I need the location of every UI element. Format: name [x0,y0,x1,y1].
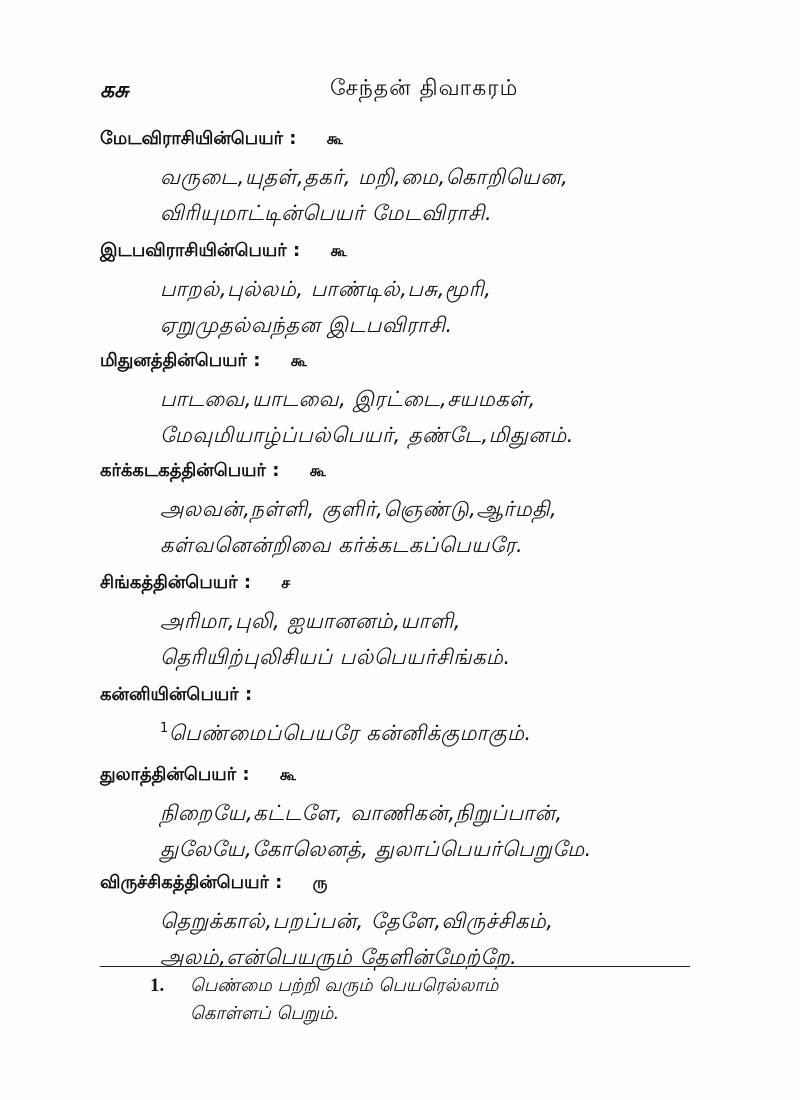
section-mesha [100,128,720,231]
verse-line-text: பெண்மைப்பெயரே கன்னிக்குமாகும். [168,721,532,745]
heading-text: மேடவிராசியின்பெயர் : [100,128,297,149]
footnote-number: 1. [150,975,165,996]
verse-count-mark: ரு [312,873,328,892]
verse-line: துலேயே,கோலெனத், துலாப்பெயர்பெறுமே. [160,837,592,861]
heading-text: இடபவிராசியின்பெயர் : [100,240,301,261]
verse [160,603,720,675]
page-number: கசு [100,78,129,103]
section-heading [100,240,720,263]
verse [160,159,720,231]
verse-line: பாடவை,யாடவை, இரட்டை,சயமகள், [160,387,536,411]
verse-line: கள்வனென்றிவை கர்க்கடகப்பெயரே. [160,533,524,557]
verse-line: ஏறுமுதல்வந்தன இடபவிராசி. [160,313,453,337]
verse [160,271,720,343]
verse-line: அலவன்,நள்ளி, குளிர்,ஞெண்டு,ஆர்மதி, [160,497,558,521]
footnote-reference: 1 [160,721,169,736]
section-vrischika [100,872,720,975]
section-heading [100,128,720,151]
verse [160,381,720,453]
footnote-line: பெண்மை பற்றி வரும் பெயரெல்லாம் [190,975,499,996]
heading-text: சிங்கத்தின்பெயர் : [100,572,252,593]
footnote-line: கொள்ளப் பெறும். [190,1003,340,1024]
verse-line: தெரியிற்புலிசியப் பல்பெயர்சிங்கம். [160,645,511,669]
section-heading [100,572,720,595]
verse [160,491,720,563]
verse-line: பாறல்,புல்லம், பாண்டில்,பசு,மூரி, [160,277,492,301]
footnote [150,972,498,1028]
verse-count-mark: கூ [330,241,347,260]
heading-text: துலாத்தின்பெயர் : [100,764,250,785]
footnote-divider [100,966,690,967]
verse [160,795,720,867]
section-heading [100,684,720,707]
section-thula [100,764,720,867]
section-kanni [100,684,720,751]
section-karkataka [100,460,720,563]
section-heading [100,350,720,373]
verse-count-mark: கூ [279,765,296,784]
verse-count-mark: கூ [290,351,307,370]
section-simha [100,572,720,675]
verse-line: மேவுமியாழ்ப்பல்பெயர், தண்டே,மிதுனம். [160,423,574,447]
verse-line [160,711,720,751]
section-heading [100,872,720,895]
section-rishabha [100,240,720,343]
verse-line: விரியுமாட்டின்பெயர் மேடவிராசி. [160,201,493,225]
verse-line: தெறுக்கால்,பறப்பன், தேளே,விருச்சிகம், [160,909,554,933]
section-heading [100,460,720,483]
verse-line: நிறையே,கட்டளே, வாணிகன்,நிறுப்பான், [160,801,563,825]
verse-count-mark: கூ [309,461,326,480]
heading-text: விருச்சிகத்தின்பெயர் : [100,872,283,893]
verse-count-mark: கூ [326,129,343,148]
heading-text: கர்க்கடகத்தின்பெயர் : [100,460,280,481]
verse-line: வருடை,யுதள்,தகர், மறி,மை,கொறியென, [160,165,569,189]
running-title: சேந்தன் திவாகரம் [330,76,519,101]
verse-line: அரிமா,புலி, ஐயானனம்,யாளி, [160,609,461,633]
heading-text: கன்னியின்பெயர் : [100,684,253,705]
section-mithuna [100,350,720,453]
heading-text: மிதுனத்தின்பெயர் : [100,350,261,371]
verse-line: அலம்,என்பெயரும் தேளின்மேற்றே. [160,945,518,969]
verse-count-mark: ச [281,573,291,592]
verse [160,903,720,975]
verse [160,711,720,751]
section-heading [100,764,720,787]
